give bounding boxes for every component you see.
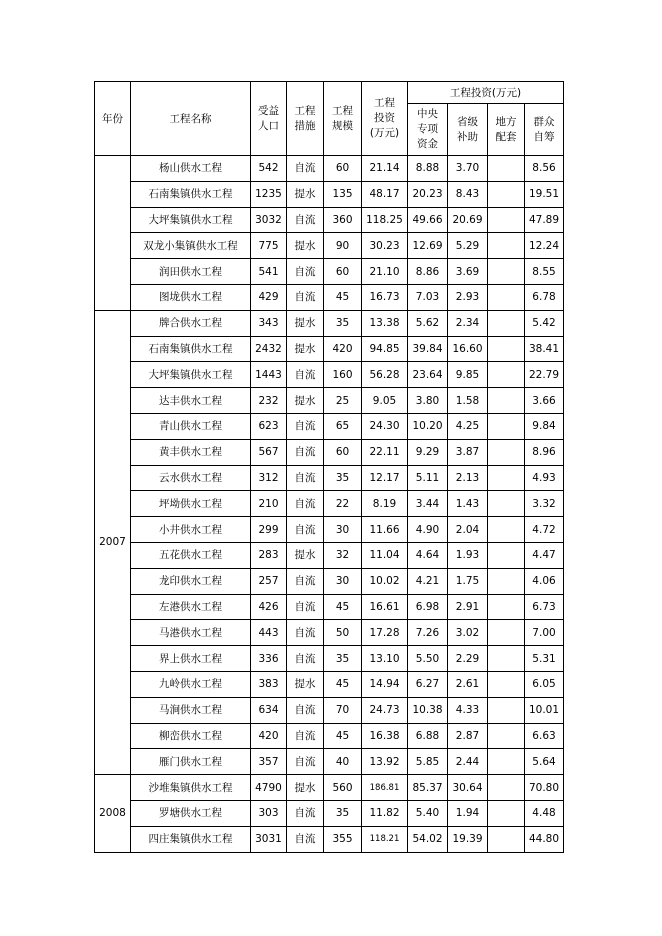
measure-cell: 提水 <box>287 775 324 801</box>
local-match-cell <box>488 439 525 465</box>
investment-cell: 94.85 <box>362 336 408 362</box>
project-name-cell: 雁门供水工程 <box>131 749 251 775</box>
self-raised-cell: 8.96 <box>525 439 564 465</box>
local-match-cell <box>488 156 525 182</box>
project-name-cell: 坪坳供水工程 <box>131 491 251 517</box>
project-name-cell: 界上供水工程 <box>131 646 251 672</box>
measure-cell: 自流 <box>287 517 324 543</box>
scale-cell: 135 <box>324 181 362 207</box>
investment-cell: 13.10 <box>362 646 408 672</box>
measure-cell: 提水 <box>287 542 324 568</box>
project-name-cell: 柳峦供水工程 <box>131 723 251 749</box>
header-year: 年份 <box>95 82 131 156</box>
population-cell: 232 <box>251 388 287 414</box>
table-row <box>95 336 564 362</box>
local-match-cell <box>488 284 525 310</box>
provincial-subsidy-cell: 9.85 <box>448 362 488 388</box>
header-measure: 工程 措施 <box>287 82 324 156</box>
population-cell: 634 <box>251 697 287 723</box>
provincial-subsidy-cell: 2.44 <box>448 749 488 775</box>
table-row <box>95 310 564 336</box>
self-raised-cell: 6.63 <box>525 723 564 749</box>
project-name-cell: 黄丰供水工程 <box>131 439 251 465</box>
population-cell: 567 <box>251 439 287 465</box>
project-name-cell: 达丰供水工程 <box>131 388 251 414</box>
local-match-cell <box>488 181 525 207</box>
project-name-cell: 四庄集镇供水工程 <box>131 826 251 852</box>
local-match-cell <box>488 568 525 594</box>
project-name-cell: 罗塘供水工程 <box>131 800 251 826</box>
investment-cell: 21.10 <box>362 259 408 285</box>
investment-cell: 30.23 <box>362 233 408 259</box>
central-fund-cell: 6.98 <box>408 594 448 620</box>
measure-cell: 自流 <box>287 568 324 594</box>
central-fund-cell: 5.62 <box>408 310 448 336</box>
self-raised-cell: 70.80 <box>525 775 564 801</box>
table-row <box>95 181 564 207</box>
local-match-cell <box>488 800 525 826</box>
measure-cell: 自流 <box>287 491 324 517</box>
population-cell: 1235 <box>251 181 287 207</box>
measure-cell: 自流 <box>287 646 324 672</box>
investment-cell: 12.17 <box>362 465 408 491</box>
table-row <box>95 439 564 465</box>
provincial-subsidy-cell: 3.87 <box>448 439 488 465</box>
scale-cell: 65 <box>324 413 362 439</box>
central-fund-cell: 85.37 <box>408 775 448 801</box>
provincial-subsidy-cell: 8.43 <box>448 181 488 207</box>
central-fund-cell: 3.80 <box>408 388 448 414</box>
investment-cell: 8.19 <box>362 491 408 517</box>
scale-cell: 45 <box>324 723 362 749</box>
table-row <box>95 233 564 259</box>
scale-cell: 40 <box>324 749 362 775</box>
project-name-cell: 大坪集镇供水工程 <box>131 362 251 388</box>
scale-cell: 30 <box>324 517 362 543</box>
provincial-subsidy-cell: 1.94 <box>448 800 488 826</box>
investment-cell: 24.73 <box>362 697 408 723</box>
measure-cell: 自流 <box>287 826 324 852</box>
local-match-cell <box>488 310 525 336</box>
table-row <box>95 646 564 672</box>
central-fund-cell: 5.11 <box>408 465 448 491</box>
investment-cell: 11.66 <box>362 517 408 543</box>
table-row <box>95 620 564 646</box>
measure-cell: 自流 <box>287 749 324 775</box>
table-row <box>95 723 564 749</box>
population-cell: 775 <box>251 233 287 259</box>
self-raised-cell: 4.48 <box>525 800 564 826</box>
investment-cell: 10.02 <box>362 568 408 594</box>
table-row <box>95 491 564 517</box>
table-row <box>95 826 564 852</box>
central-fund-cell: 4.90 <box>408 517 448 543</box>
central-fund-cell: 54.02 <box>408 826 448 852</box>
table-row <box>95 671 564 697</box>
scale-cell: 360 <box>324 207 362 233</box>
table-row <box>95 465 564 491</box>
measure-cell: 自流 <box>287 594 324 620</box>
local-match-cell <box>488 388 525 414</box>
investment-cell: 13.38 <box>362 310 408 336</box>
provincial-subsidy-cell: 1.58 <box>448 388 488 414</box>
local-match-cell <box>488 362 525 388</box>
investment-cell: 118.25 <box>362 207 408 233</box>
scale-cell: 160 <box>324 362 362 388</box>
project-name-cell: 牌合供水工程 <box>131 310 251 336</box>
self-raised-cell: 9.84 <box>525 413 564 439</box>
provincial-subsidy-cell: 3.02 <box>448 620 488 646</box>
table-row <box>95 517 564 543</box>
population-cell: 312 <box>251 465 287 491</box>
provincial-subsidy-cell: 2.29 <box>448 646 488 672</box>
local-match-cell <box>488 671 525 697</box>
population-cell: 623 <box>251 413 287 439</box>
local-match-cell <box>488 542 525 568</box>
investment-cell: 186.81 <box>362 775 408 801</box>
project-name-cell: 云水供水工程 <box>131 465 251 491</box>
central-fund-cell: 6.27 <box>408 671 448 697</box>
table-row <box>95 749 564 775</box>
local-match-cell <box>488 646 525 672</box>
population-cell: 299 <box>251 517 287 543</box>
self-raised-cell: 47.89 <box>525 207 564 233</box>
population-cell: 283 <box>251 542 287 568</box>
table-row <box>95 568 564 594</box>
population-cell: 426 <box>251 594 287 620</box>
project-name-cell: 图垅供水工程 <box>131 284 251 310</box>
population-cell: 303 <box>251 800 287 826</box>
central-fund-cell: 10.38 <box>408 697 448 723</box>
project-name-cell: 双龙小集镇供水工程 <box>131 233 251 259</box>
table-row <box>95 697 564 723</box>
table-row <box>95 775 564 801</box>
self-raised-cell: 5.31 <box>525 646 564 672</box>
year-cell: 2007 <box>95 310 131 774</box>
local-match-cell <box>488 259 525 285</box>
header-beneficiary-population: 受益 人口 <box>251 82 287 156</box>
population-cell: 420 <box>251 723 287 749</box>
investment-cell: 9.05 <box>362 388 408 414</box>
central-fund-cell: 9.29 <box>408 439 448 465</box>
self-raised-cell: 10.01 <box>525 697 564 723</box>
year-cell: 2008 <box>95 775 131 852</box>
investment-cell: 17.28 <box>362 620 408 646</box>
population-cell: 336 <box>251 646 287 672</box>
self-raised-cell: 5.42 <box>525 310 564 336</box>
investment-cell: 11.82 <box>362 800 408 826</box>
self-raised-cell: 38.41 <box>525 336 564 362</box>
local-match-cell <box>488 233 525 259</box>
scale-cell: 35 <box>324 646 362 672</box>
measure-cell: 自流 <box>287 723 324 749</box>
table-body <box>95 156 564 853</box>
investment-cell: 13.92 <box>362 749 408 775</box>
measure-cell: 提水 <box>287 233 324 259</box>
provincial-subsidy-cell: 2.93 <box>448 284 488 310</box>
scale-cell: 60 <box>324 439 362 465</box>
header-scale: 工程 规模 <box>324 82 362 156</box>
central-fund-cell: 23.64 <box>408 362 448 388</box>
self-raised-cell: 4.06 <box>525 568 564 594</box>
scale-cell: 355 <box>324 826 362 852</box>
project-name-cell: 沙堆集镇供水工程 <box>131 775 251 801</box>
investment-cell: 21.14 <box>362 156 408 182</box>
central-fund-cell: 12.69 <box>408 233 448 259</box>
central-fund-cell: 3.44 <box>408 491 448 517</box>
self-raised-cell: 6.73 <box>525 594 564 620</box>
header-self-raised: 群众 自筹 <box>525 104 564 156</box>
provincial-subsidy-cell: 20.69 <box>448 207 488 233</box>
population-cell: 1443 <box>251 362 287 388</box>
central-fund-cell: 5.85 <box>408 749 448 775</box>
investment-cell: 56.28 <box>362 362 408 388</box>
self-raised-cell: 4.93 <box>525 465 564 491</box>
central-fund-cell: 4.64 <box>408 542 448 568</box>
header-investment-group: 工程投资(万元) <box>408 82 564 104</box>
table-row <box>95 362 564 388</box>
self-raised-cell: 12.24 <box>525 233 564 259</box>
provincial-subsidy-cell: 2.91 <box>448 594 488 620</box>
population-cell: 357 <box>251 749 287 775</box>
scale-cell: 90 <box>324 233 362 259</box>
population-cell: 343 <box>251 310 287 336</box>
project-name-cell: 石南集镇供水工程 <box>131 181 251 207</box>
central-fund-cell: 20.23 <box>408 181 448 207</box>
provincial-subsidy-cell: 2.34 <box>448 310 488 336</box>
provincial-subsidy-cell: 5.29 <box>448 233 488 259</box>
project-name-cell: 石南集镇供水工程 <box>131 336 251 362</box>
local-match-cell <box>488 826 525 852</box>
provincial-subsidy-cell: 2.13 <box>448 465 488 491</box>
provincial-subsidy-cell: 4.25 <box>448 413 488 439</box>
population-cell: 383 <box>251 671 287 697</box>
local-match-cell <box>488 749 525 775</box>
measure-cell: 自流 <box>287 362 324 388</box>
local-match-cell <box>488 517 525 543</box>
table-row <box>95 284 564 310</box>
measure-cell: 自流 <box>287 413 324 439</box>
header-provincial-subsidy: 省级 补助 <box>448 104 488 156</box>
scale-cell: 45 <box>324 671 362 697</box>
self-raised-cell: 3.66 <box>525 388 564 414</box>
scale-cell: 35 <box>324 800 362 826</box>
measure-cell: 提水 <box>287 671 324 697</box>
measure-cell: 自流 <box>287 259 324 285</box>
project-name-cell: 润田供水工程 <box>131 259 251 285</box>
provincial-subsidy-cell: 2.04 <box>448 517 488 543</box>
population-cell: 443 <box>251 620 287 646</box>
investment-cell: 11.04 <box>362 542 408 568</box>
population-cell: 210 <box>251 491 287 517</box>
local-match-cell <box>488 697 525 723</box>
investment-cell: 16.73 <box>362 284 408 310</box>
scale-cell: 60 <box>324 259 362 285</box>
provincial-subsidy-cell: 3.70 <box>448 156 488 182</box>
central-fund-cell: 5.40 <box>408 800 448 826</box>
scale-cell: 30 <box>324 568 362 594</box>
table-header <box>95 82 564 156</box>
self-raised-cell: 3.32 <box>525 491 564 517</box>
central-fund-cell: 10.20 <box>408 413 448 439</box>
self-raised-cell: 19.51 <box>525 181 564 207</box>
provincial-subsidy-cell: 1.43 <box>448 491 488 517</box>
local-match-cell <box>488 594 525 620</box>
population-cell: 429 <box>251 284 287 310</box>
table-row <box>95 259 564 285</box>
scale-cell: 50 <box>324 620 362 646</box>
scale-cell: 32 <box>324 542 362 568</box>
self-raised-cell: 6.05 <box>525 671 564 697</box>
central-fund-cell: 7.03 <box>408 284 448 310</box>
provincial-subsidy-cell: 2.61 <box>448 671 488 697</box>
measure-cell: 自流 <box>287 465 324 491</box>
provincial-subsidy-cell: 2.87 <box>448 723 488 749</box>
provincial-subsidy-cell: 1.93 <box>448 542 488 568</box>
project-name-cell: 龙印供水工程 <box>131 568 251 594</box>
scale-cell: 35 <box>324 310 362 336</box>
provincial-subsidy-cell: 16.60 <box>448 336 488 362</box>
measure-cell: 自流 <box>287 697 324 723</box>
scale-cell: 35 <box>324 465 362 491</box>
local-match-cell <box>488 336 525 362</box>
self-raised-cell: 7.00 <box>525 620 564 646</box>
scale-cell: 560 <box>324 775 362 801</box>
self-raised-cell: 6.78 <box>525 284 564 310</box>
provincial-subsidy-cell: 19.39 <box>448 826 488 852</box>
scale-cell: 45 <box>324 594 362 620</box>
table-row <box>95 800 564 826</box>
measure-cell: 自流 <box>287 620 324 646</box>
central-fund-cell: 8.86 <box>408 259 448 285</box>
scale-cell: 45 <box>324 284 362 310</box>
population-cell: 4790 <box>251 775 287 801</box>
local-match-cell <box>488 723 525 749</box>
central-fund-cell: 5.50 <box>408 646 448 672</box>
header-local-match: 地方 配套 <box>488 104 525 156</box>
self-raised-cell: 22.79 <box>525 362 564 388</box>
scale-cell: 60 <box>324 156 362 182</box>
self-raised-cell: 4.72 <box>525 517 564 543</box>
project-name-cell: 左港供水工程 <box>131 594 251 620</box>
measure-cell: 自流 <box>287 800 324 826</box>
table-row <box>95 542 564 568</box>
investment-cell: 22.11 <box>362 439 408 465</box>
local-match-cell <box>488 465 525 491</box>
self-raised-cell: 8.55 <box>525 259 564 285</box>
table-row <box>95 388 564 414</box>
investment-cell: 118.21 <box>362 826 408 852</box>
measure-cell: 提水 <box>287 388 324 414</box>
scale-cell: 22 <box>324 491 362 517</box>
measure-cell: 提水 <box>287 336 324 362</box>
measure-cell: 自流 <box>287 207 324 233</box>
project-name-cell: 杨山供水工程 <box>131 156 251 182</box>
investment-cell: 14.94 <box>362 671 408 697</box>
project-table <box>94 81 564 853</box>
measure-cell: 自流 <box>287 156 324 182</box>
table-row <box>95 207 564 233</box>
central-fund-cell: 8.88 <box>408 156 448 182</box>
self-raised-cell: 4.47 <box>525 542 564 568</box>
scale-cell: 420 <box>324 336 362 362</box>
central-fund-cell: 6.88 <box>408 723 448 749</box>
provincial-subsidy-cell: 1.75 <box>448 568 488 594</box>
header-project-name: 工程名称 <box>131 82 251 156</box>
scale-cell: 70 <box>324 697 362 723</box>
measure-cell: 自流 <box>287 439 324 465</box>
population-cell: 3032 <box>251 207 287 233</box>
investment-cell: 48.17 <box>362 181 408 207</box>
project-name-cell: 马港供水工程 <box>131 620 251 646</box>
table-row <box>95 594 564 620</box>
central-fund-cell: 7.26 <box>408 620 448 646</box>
table-row <box>95 413 564 439</box>
table-row <box>95 156 564 182</box>
project-name-cell: 青山供水工程 <box>131 413 251 439</box>
project-name-cell: 九岭供水工程 <box>131 671 251 697</box>
scale-cell: 25 <box>324 388 362 414</box>
population-cell: 3031 <box>251 826 287 852</box>
local-match-cell <box>488 207 525 233</box>
population-cell: 2432 <box>251 336 287 362</box>
year-cell <box>95 156 131 311</box>
population-cell: 257 <box>251 568 287 594</box>
project-name-cell: 五花供水工程 <box>131 542 251 568</box>
self-raised-cell: 8.56 <box>525 156 564 182</box>
local-match-cell <box>488 491 525 517</box>
measure-cell: 提水 <box>287 310 324 336</box>
local-match-cell <box>488 620 525 646</box>
investment-cell: 16.38 <box>362 723 408 749</box>
local-match-cell <box>488 413 525 439</box>
local-match-cell <box>488 775 525 801</box>
investment-cell: 24.30 <box>362 413 408 439</box>
central-fund-cell: 4.21 <box>408 568 448 594</box>
central-fund-cell: 39.84 <box>408 336 448 362</box>
population-cell: 542 <box>251 156 287 182</box>
investment-cell: 16.61 <box>362 594 408 620</box>
measure-cell: 提水 <box>287 181 324 207</box>
provincial-subsidy-cell: 4.33 <box>448 697 488 723</box>
self-raised-cell: 5.64 <box>525 749 564 775</box>
header-investment: 工程 投资 (万元) <box>362 82 408 156</box>
project-name-cell: 大坪集镇供水工程 <box>131 207 251 233</box>
population-cell: 541 <box>251 259 287 285</box>
central-fund-cell: 49.66 <box>408 207 448 233</box>
measure-cell: 自流 <box>287 284 324 310</box>
project-name-cell: 小井供水工程 <box>131 517 251 543</box>
self-raised-cell: 44.80 <box>525 826 564 852</box>
header-central-fund: 中央 专项 资金 <box>408 104 448 156</box>
provincial-subsidy-cell: 30.64 <box>448 775 488 801</box>
project-name-cell: 马涧供水工程 <box>131 697 251 723</box>
provincial-subsidy-cell: 3.69 <box>448 259 488 285</box>
